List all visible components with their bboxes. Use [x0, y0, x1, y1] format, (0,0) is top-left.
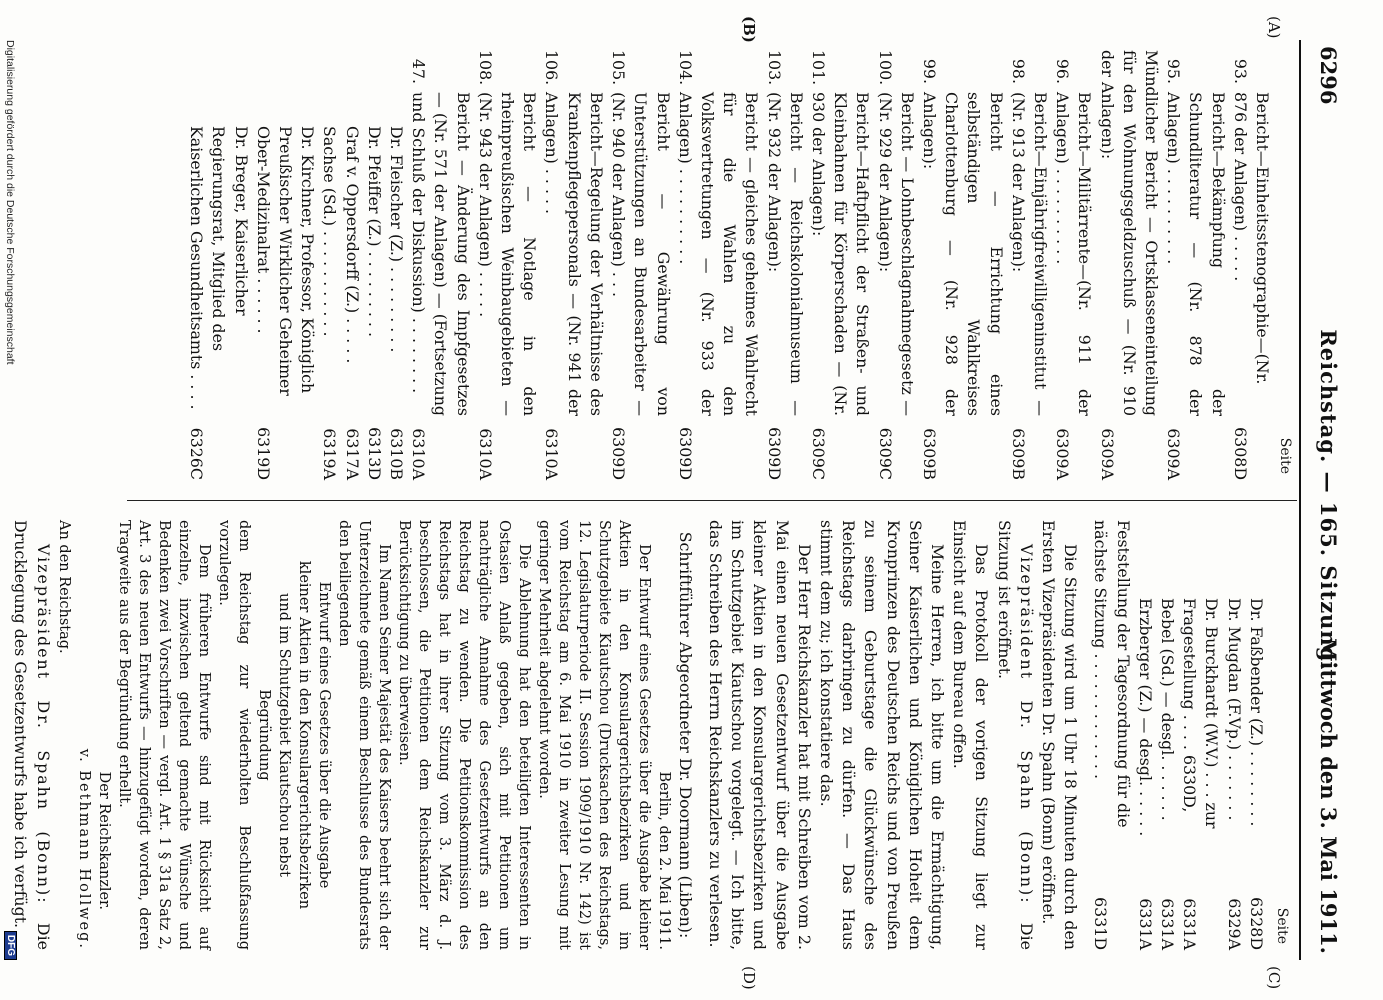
letter-place-date: Berlin, den 2. Mai 1911. — [655, 771, 672, 950]
toc-number: 47. — [409, 58, 429, 84]
toc-text: Bericht—Regelung der Verhältnisse des Krankenpflegepersonals — (Nr. 941 der Anlagen) . . . . . — [542, 92, 606, 416]
speaker-text: Die Drucklegung des Gesetzentwurfs habe ich verfügt. — [11, 520, 53, 950]
toc-page: 6309A — [1097, 428, 1117, 480]
toc-number: 106. — [542, 50, 562, 86]
toc-text: Bericht—Haftpflicht der Straßen- und Kleinbahnen für Körperschaden — (Nr. 930 der Anlagen): — [808, 92, 873, 416]
speaker-name: Dr. Breger, Kaiserlicher Regierungsrat, Mitglied des Kaiserlichen Gesundheitsamts . . . . — [187, 126, 251, 410]
toc-page: 6310A — [475, 428, 495, 480]
toc-entry — [1229, 50, 1273, 480]
toc-entry — [540, 50, 607, 480]
toc-entry — [873, 50, 917, 480]
speaker-page: 6328D — [1246, 897, 1266, 950]
next-session-entry — [1089, 520, 1133, 950]
toc-text: Bericht — Änderung des Impfgesetzes — (Nr. 571 der Anlagen) — (Fortsetzung und Schluß der Diskussion) . . . . . . . . — [409, 92, 473, 416]
protocol-note: Das Protokoll der vorigen Sitzung liegt zur Einsicht auf dem Bureau offen. — [950, 520, 992, 950]
toc-page: 6309A — [1053, 428, 1073, 480]
toc-page: 6309A — [1164, 428, 1184, 480]
speaker-entry — [385, 50, 407, 480]
toc-number: 100. — [875, 50, 895, 86]
toc-entry — [807, 50, 874, 480]
speaker-entry — [1245, 520, 1267, 950]
toc-page: 6308D — [1230, 427, 1250, 480]
speaker-page: 6331A — [1157, 898, 1177, 950]
speaker-entry — [185, 50, 252, 480]
next-session-page: 6331D — [1091, 897, 1111, 950]
toc-text: Bericht — gleiches geheimes Wahlrecht für die Wahlen zu den Volksvertretungen — (Nr. 933 der Anlagen) . . . . . . . . . . — [675, 92, 762, 416]
toc-text: Bericht—Einjährigfreiwilligeninstitut — (Nr. 913 der Anlagen): — [1008, 92, 1050, 416]
speaker-name: Graf v. Oppersdorff (Z.) . . . . . — [342, 126, 362, 364]
speaker-name: Dr. Mugdan (F.Vp.) . . . . . . . — [1224, 598, 1244, 821]
toc-entry — [1007, 50, 1051, 480]
toc-page: 6309C — [808, 427, 828, 480]
toc-entry — [407, 50, 474, 480]
toc-text: Bericht — Gewährung von Unterstützungen an Bundesarbeiter — (Nr. 940 der Anlagen) . . . — [609, 92, 673, 416]
toc-page: 6310A — [409, 428, 429, 480]
speaker-text: Die Sitzung ist eröffnet. — [994, 520, 1036, 950]
toc-text: Bericht — Notlage in den rheinpreußischen Weinbaugebieten — (Nr. 943 der Anlagen) . . . . . — [475, 92, 540, 416]
speaker-page: 6331A — [1135, 898, 1155, 950]
speaker-list — [185, 50, 407, 480]
letter-addressee: An den Reichstag. — [55, 520, 72, 654]
toc-page: 6309D — [764, 427, 784, 480]
congratulations-paragraph: Meine Herren, ich bitte um die Ermächtigung, Seiner Kaiserlichen und Königlichen Hoheit dem Kronprinzen des Deutschen Reichs und von Preußen zu seinem Geburtstage die Glückwünsche des Reichstags darbringen zu dürfen. — Das Haus stimmt dem zu; ich konstatiere das. — [816, 520, 947, 950]
reader-label: Schriftführer Abgeordneter Dr. Doormann (Liben): — [675, 531, 695, 939]
speaker-entry — [1134, 520, 1156, 950]
margin-marker-a: (A) — [1265, 16, 1283, 39]
toc-number: 96. — [1053, 58, 1073, 84]
speaker-page: 6313D — [364, 427, 384, 480]
speaker-name: Bebel (Sd.) — desgl. . . . . . . — [1157, 598, 1177, 821]
seite-label: Seite — [1277, 437, 1293, 474]
speaker-entry — [1156, 520, 1178, 950]
speaker-page: 6331A — [1180, 898, 1200, 950]
right-column — [9, 520, 1293, 950]
speaker-name: Dr. Fleischer (Z.) . . . . . . . . . — [387, 126, 407, 353]
vp-remark — [992, 520, 1036, 950]
speaker-name: Sachse (Sd.) . . . . . . . . . . . — [320, 126, 340, 337]
letter-paragraph: dem Reichstag zur wiederholten Beschlußfassung vorzulegen. — [215, 520, 252, 950]
margin-marker-b: (B) — [740, 16, 758, 43]
toc-number: 95. — [1164, 58, 1184, 84]
chancellor-intro: Der Herr Reichskanzler hat mit Schreiben vom 2. Mai einen neuen Gesetzentwurf über die Ausgabe kleiner Aktien in den Konsulargerichtsbezirken und im Schutzgebiet Kiautschou vorgelegt. — Ich bitte, das Schreiben des Herrn Reichskanzlers zu verlesen. — [705, 520, 814, 950]
letter-paragraph: Die Ablehnung hat den beteiligten Interessenten in Ostasien Anlaß gegeben, sich mit Petitionen um nachträgliche Annahme des Gesetzentwurfs an den Reichstag zu wenden. Die Petitionskommission des Reichstags hat in ihrer Sitzung vom 3. März d. J. beschlossen, die Petitionen dem Reichskanzler zur Berücksichtigung zu überweisen. — [395, 520, 532, 950]
speaker-name: Erzberger (Z.) — desgl. . . . . . — [1135, 598, 1155, 837]
speaker-page: 6329A — [1224, 898, 1244, 950]
speaker-label: Vizepräsident Dr. Spahn (Bonn): — [33, 544, 53, 905]
seite-label: Seite — [1274, 907, 1290, 944]
toc-page: 6309D — [609, 427, 629, 480]
speaker-name: Dr. Faßbender (Z.) . . . . . . . . — [1246, 598, 1266, 827]
toc-entry — [607, 50, 674, 480]
toc-number: 98. — [1008, 58, 1028, 84]
speaker-entry — [318, 50, 340, 480]
toc-text: Mündlicher Bericht — Ortsklasseneinteilung für den Wohnungsgeldzuschuß — (Nr. 910 der Anlagen): — [1097, 50, 1161, 416]
toc-number: 108. — [475, 50, 495, 86]
header-rule — [1299, 40, 1301, 960]
session-opening: Die Sitzung wird um 1 Uhr 18 Minuten durch den Ersten Vizepräsidenten Dr. Spahn (Bonn) eröffnet. — [1038, 520, 1081, 950]
toc-page: 6310A — [542, 428, 562, 480]
speaker-page: 6317A — [342, 428, 362, 480]
toc-entry — [474, 50, 541, 480]
toc-entry — [918, 50, 1007, 480]
speaker-entry — [340, 50, 362, 480]
toc-page: 6309B — [1008, 428, 1028, 480]
margin-marker-d: (D) — [740, 966, 758, 990]
toc-text: Bericht—Bekämpfung der Schundliteratur — (Nr. 878 der Anlagen) . . . . . . . . . . — [1164, 92, 1228, 416]
toc-number: 99. — [919, 58, 939, 84]
digitization-credit — [4, 40, 17, 960]
letter-paragraph: Im Namen Seiner Majestät des Kaisers beehrt sich der Unterzeichnete gemäß einem Beschlusse des Bundesrats den beiliegenden — [335, 520, 392, 950]
speaker-entry — [1178, 520, 1222, 950]
speaker-page: 6319A — [320, 428, 340, 480]
page-number: 6296 — [1316, 46, 1341, 105]
toc-text: Bericht—Einheitsstenographie—(Nr. 876 der Anlagen) . . . . . — [1230, 92, 1272, 385]
column-divider — [127, 500, 1297, 501]
toc-page: 6309C — [875, 427, 895, 480]
toc-text: Bericht — Errichtung eines selbständigen Wahlkreises Charlottenburg — (Nr. 928 der Anlagen): — [919, 92, 1006, 416]
speaker-page: 6326C — [187, 427, 207, 480]
credit-text: Digitalisierung gefördert durch die Deutsche Forschungsgemeinschaft — [4, 40, 17, 365]
toc-entry — [674, 50, 763, 480]
toc-number: 105. — [609, 50, 629, 86]
toc-list — [407, 50, 1273, 480]
toc-text: Bericht — Reichskolonialmuseum — (Nr. 932 der Anlagen): — [764, 92, 806, 416]
speaker-entry — [363, 50, 385, 480]
next-session-text: Feststellung der Tagesordnung für die nächste Sitzung . . . . . . . . . . . . . — [1091, 520, 1133, 828]
signature-title: Der Reichskanzler. — [95, 771, 112, 910]
speaker-entry — [1222, 520, 1244, 950]
toc-entry — [1051, 50, 1095, 480]
toc-entry — [1162, 50, 1229, 480]
session-date: Mittwoch den 3. Mai 1911. — [1316, 638, 1341, 954]
page-header — [1307, 40, 1347, 960]
toc-page: 6309B — [919, 428, 939, 480]
toc-page: 6309D — [675, 427, 695, 480]
toc-number: 101. — [808, 50, 828, 86]
speaker-entry — [252, 50, 319, 480]
toc-text: Bericht—Militärrente—(Nr. 911 der Anlagen) . . . . . . . . . . — [1053, 92, 1095, 416]
page-title: Reichstag. — 165. Sitzung. — [1316, 329, 1341, 671]
toc-number: 104. — [675, 50, 695, 86]
letter-paragraph: Der Entwurf eines Gesetzes über die Ausgabe kleiner Aktien in den Konsulargerichtsbezirken und im Schutzgebiete Kiautschou (Drucksachen des Reichstags, 12. Legislaturperiode II. Session 1909/1910 Nr. 142) ist vom Reichstag am 6. Mai 1910 in zweiter Lesung mit geringer Mehrheit abgelehnt worden. — [535, 520, 652, 950]
toc-number: 93. — [1230, 58, 1250, 84]
letter-bill-title: Entwurf eines Gesetzes über die Ausgabe kleiner Aktien in den Konsulargerichtsbezirken und im Schutzgebiet Kiautschou nebst Begründung — [255, 560, 332, 910]
speaker-name: Dr. Pfeiffer (Z.) . . . . . . . . . — [364, 126, 384, 337]
speaker-label: Vizepräsident Dr. Spahn (Bonn): — [1016, 544, 1036, 905]
toc-entry — [1095, 50, 1162, 480]
speaker-page: 6319D — [253, 427, 273, 480]
speaker-name: Dr. Kirchner, Professor, Königlich Preußischer Wirklicher Geheimer Ober-Medizinalrat . . . . . . — [253, 126, 318, 396]
dfg-logo: DFG — [4, 931, 17, 960]
toc-entry — [762, 50, 806, 480]
letter-paragraph: Dem früheren Entwurfe sind mit Rücksicht auf einzelne, inzwischen geltend gemachte Wünsche und Bedenken zwei Vorschriften — vergl. Art. 1 § 31a Satz 2, Art. 3 des neuen Entwurfs — hinzugefügt worden, deren Tragweite aus der Begründung erhellt. — [115, 520, 212, 950]
speaker-name: Dr. Burckhardt (W.V.) . . . zur Fragestellung . . . . 6330D, — [1180, 598, 1222, 829]
signature-name: v. Bethmann Hollweg. — [75, 748, 92, 950]
margin-marker-c: (C) — [1265, 966, 1283, 990]
speaker-page: 6310B — [387, 428, 407, 480]
left-column — [185, 50, 1293, 480]
toc-number: 103. — [764, 50, 784, 86]
toc-text: Bericht — Lohnbeschlagnahmegesetz — (Nr. 929 der Anlagen): — [875, 92, 917, 416]
